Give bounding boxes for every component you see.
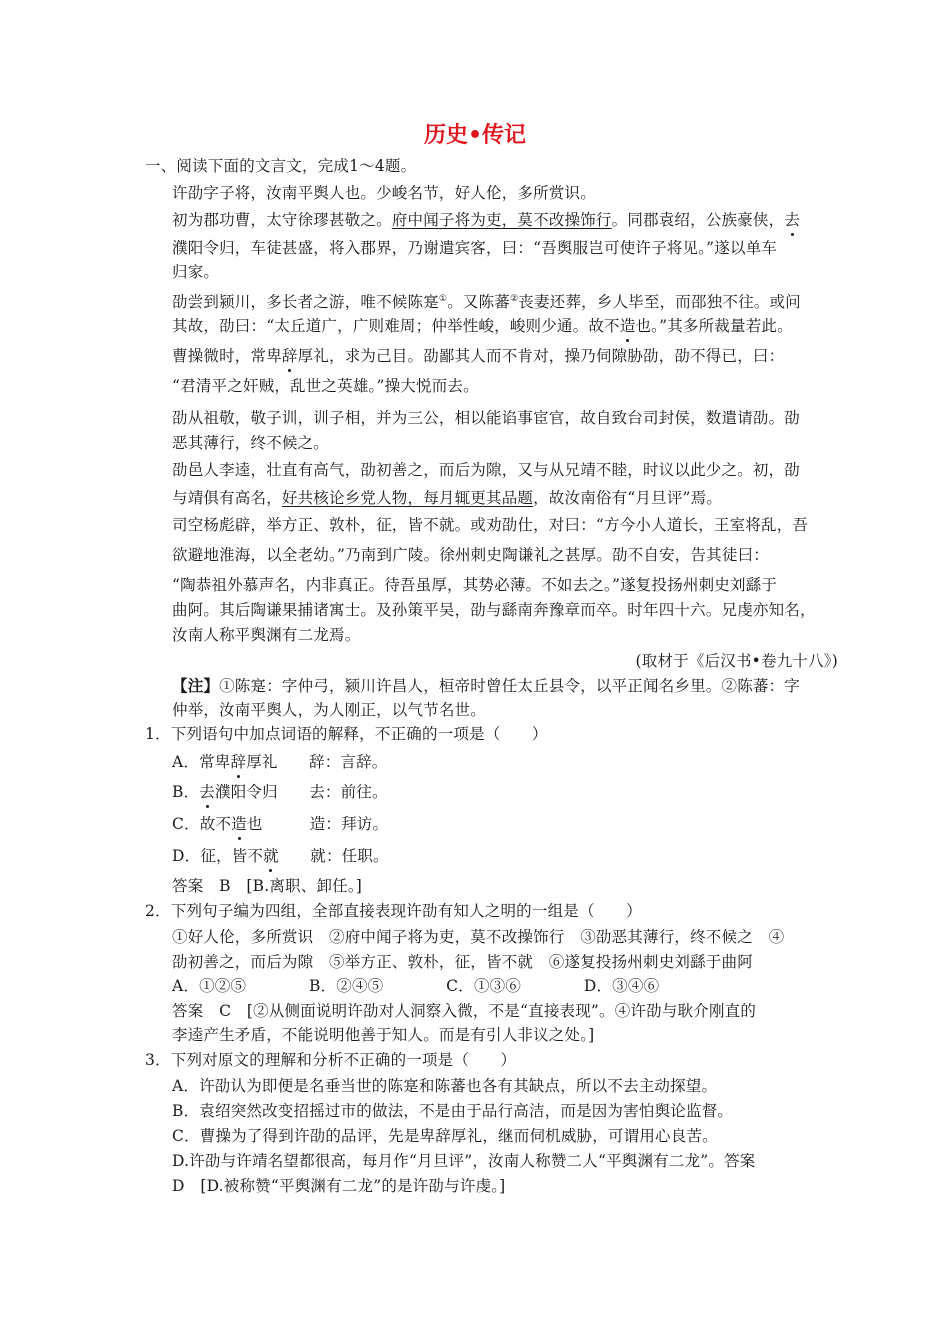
passage-p7-line4: 曲阿。其后陶谦果捕诸寓士。及孙策平吴，劭与繇南奔豫章而卒。时年四十六。兄虔亦知名， xyxy=(172,601,816,619)
footnote-mark: ② xyxy=(510,294,519,304)
q2-answer-line1: 答案 C [②从侧面说明许劭对人洞察入微，不是“直接表现”。④许劭与耿介刚直的 xyxy=(172,1002,757,1020)
q2-answer-line2: 李逵产生矛盾，不能说明他善于知人。而是有引人非议之处。] xyxy=(172,1026,595,1044)
passage-p7-line3: “陶恭祖外慕声名，内非真正。待吾虽厚，其势必薄。不如去之。”遂复投扬州刺史刘繇于 xyxy=(172,576,778,594)
q1-option-a xyxy=(172,752,388,772)
underlined-sentence: 府中闻子将为吏，莫不改操饰行 xyxy=(391,211,612,229)
dotted-word: 辞 xyxy=(230,753,247,771)
q2-items-line1: ①好人伦，多所赏识 ②府中闻子将为吏，莫不改操饰行 ③劭恶其薄行，终不候之 ④ xyxy=(172,928,785,946)
passage-text: 其故，劭曰：“太丘道广，广则难周；仲举性峻，峻则少通。故不 xyxy=(172,317,620,335)
passage-text: 曹操微时，常卑 xyxy=(172,347,282,365)
page-title: 历史•传记 xyxy=(423,123,527,148)
passage-text: 丧妻还葬，乡人毕至，而邵独不往。或问 xyxy=(518,293,801,311)
q1-stem: 1．下列语句中加点词语的解释，不正确的一项是（ ） xyxy=(145,725,548,743)
dotted-word: 去 xyxy=(784,211,801,229)
passage-p7-line5: 汝南人称平舆渊有二龙焉。 xyxy=(172,626,361,644)
option-text: C．故不 xyxy=(172,815,232,833)
q1-option-d xyxy=(172,846,389,866)
passage-text: 劭尝到颍川，多长者之游，唯不候陈寔 xyxy=(172,293,439,311)
passage-p2-line3: 归家。 xyxy=(172,263,220,281)
passage-p2-line1 xyxy=(172,210,800,230)
passage-text: 厚礼，求为己目。劭鄙其人而不肯对，操乃伺隙胁劭，劭不得已，曰： xyxy=(297,347,785,365)
passage-p6-line1: 劭邑人李逵，壮直有高气，劭初善之，而后为隙，又与从兄靖不睦，时议以此少之。初，劭 xyxy=(172,461,801,479)
option-text: B． xyxy=(172,783,200,801)
passage-p4-line1 xyxy=(172,346,784,366)
dotted-word: 造 xyxy=(231,815,247,833)
dotted-word: 辞 xyxy=(281,347,298,365)
section-heading: 一、阅读下面的文言文，完成1～4题。 xyxy=(145,157,417,175)
option-text: 濮阳令归 去：前往。 xyxy=(215,783,388,801)
passage-p5-line2: 恶其薄行，终不候之。 xyxy=(172,434,330,452)
q1-answer: 答案 B [B.离职、卸任。] xyxy=(172,877,363,895)
passage-text: ，故汝南俗有“月旦评”焉。 xyxy=(533,489,723,507)
dotted-word: 就 xyxy=(263,847,279,865)
q2-items-line2: 劭初善之，而后为隙 ⑤举方正、敦朴，征，皆不就 ⑥遂复投扬州刺史刘繇于曲阿 xyxy=(172,953,753,971)
passage-p1: 许劭字子将，汝南平舆人也。少峻名节，好人伦，多所赏识。 xyxy=(172,184,596,202)
option-text: 也 造：拜访。 xyxy=(246,815,389,833)
passage-p7-line2: 欲避地淮海，以全老幼。”乃南到广陵。徐州刺史陶谦礼之甚厚。劭不自安，告其徒曰： xyxy=(172,546,769,564)
q1-option-c xyxy=(172,814,388,834)
note-line2: 仲举，汝南平舆人，为人刚正，以气节名世。 xyxy=(172,701,487,719)
passage-p4-line2: “君清平之奸贼，乱世之英雄。”操大悦而去。 xyxy=(172,377,479,395)
passage-p7-line1: 司空杨彪辟，举方正、敦朴，征，皆不就。或劝劭仕，对曰：“方今小人道长，王室将乱，吾 xyxy=(172,516,809,534)
passage-text: 也。”其多所裁量若此。 xyxy=(635,317,793,335)
q2-stem: 2．下列句子编为四组，全部直接表现许劭有知人之明的一组是（ ） xyxy=(145,902,642,920)
passage-text: 初为郡功曹，太守徐璆甚敬之。 xyxy=(172,211,392,229)
underlined-sentence: 好共核论乡党人物，每月辄更其品题 xyxy=(281,489,534,507)
dotted-word: 去 xyxy=(199,783,215,801)
note-label: 【注】 xyxy=(172,676,220,695)
q3-option-c: C．曹操为了得到许劭的品评，先是卑辞厚礼，继而伺机威胁，可谓用心良苦。 xyxy=(172,1127,718,1145)
q1-option-b xyxy=(172,782,388,802)
q3-answer: D [D.被称赞“平舆渊有二龙”的是许劭与许虔。] xyxy=(172,1177,506,1195)
passage-text: 。同郡袁绍，公族豪侠， xyxy=(611,211,785,229)
option-text: 就：任职。 xyxy=(278,847,389,865)
option-text: 厚礼 辞：言辞。 xyxy=(246,753,388,771)
passage-p6-line2 xyxy=(172,488,722,508)
footnote-mark: ① xyxy=(438,294,448,304)
passage-text: 。又陈蕃 xyxy=(447,293,510,311)
source-citation: (取材于《后汉书•卷九十八》) xyxy=(635,652,838,670)
option-text: A．常卑 xyxy=(172,753,231,771)
note-text: ①陈寔：字仲弓，颍川许昌人，桓帝时曾任太丘县令，以平正闻名乡里。②陈蕃：字 xyxy=(219,677,801,695)
q3-stem: 3．下列对原文的理解和分析不正确的一项是（ ） xyxy=(145,1051,517,1069)
q3-option-d: D.许劭与许靖名望都很高，每月作“月旦评”，汝南人称赞二人“平舆渊有二龙”。答案 xyxy=(172,1152,756,1170)
q3-option-a: A．许劭认为即便是名垂当世的陈寔和陈蕃也各有其缺点，所以不去主动探望。 xyxy=(172,1077,718,1095)
passage-text: 与靖俱有高名， xyxy=(172,489,282,507)
option-text: D．征，皆不 xyxy=(172,847,264,865)
passage-p2-line2: 濮阳令归，车徒甚盛，将入郡界，乃谢遣宾客，曰：“吾舆服岂可使许子将见。”遂以单车 xyxy=(172,239,778,257)
q2-choices: A．①②⑤ B．②④⑤ C．①③⑥ D．③④⑥ xyxy=(172,977,660,995)
q3-option-b: B．袁绍突然改变招摇过市的做法，不是由于品行高洁，而是因为害怕舆论监督。 xyxy=(172,1102,734,1120)
passage-p5-line1: 劭从祖敬，敬子训，训子相，并为三公，相以能谄事宦官，故自致台司封侯，数遣请劭。劭 xyxy=(172,409,801,427)
passage-p3-line2 xyxy=(172,316,793,336)
dotted-word: 造 xyxy=(619,317,636,335)
note-line1 xyxy=(172,676,800,696)
passage-p3-line1 xyxy=(172,289,801,312)
